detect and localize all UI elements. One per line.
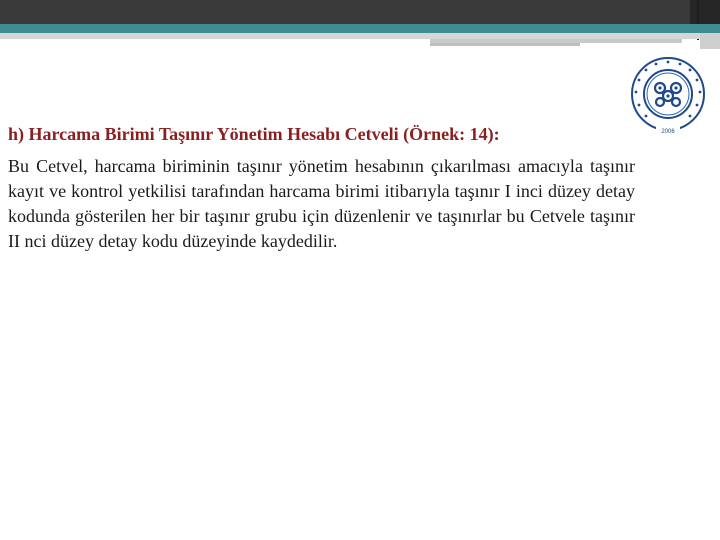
slide-body: Bu Cetvel, harcama biriminin taşınır yönetim hesabının çıkarılması amacıyla taşınır kayıt ve kontrol yetkilisi tarafından harcama birimi itibarıyla taşınır I inci düzey detay kodunda gösterilen her bir taşınır grubu için düzenlenir ve taşınırlar bu Cetvele taşınır II nci düzey detay kodu düzeyinde kaydedilir. xyxy=(8,156,635,251)
top-strip-right xyxy=(700,33,720,49)
top-bar-dark xyxy=(0,0,720,24)
slide-heading: h) Harcama Birimi Taşınır Yönetim Hesabı Cetveli (Örnek: 14): xyxy=(8,124,500,144)
seal-year: 2006 xyxy=(661,129,675,135)
top-bar-dark-edge xyxy=(690,0,720,24)
university-seal-icon xyxy=(626,54,710,138)
top-strip-gray-shorter xyxy=(430,43,580,46)
top-bar-accent xyxy=(0,24,720,33)
